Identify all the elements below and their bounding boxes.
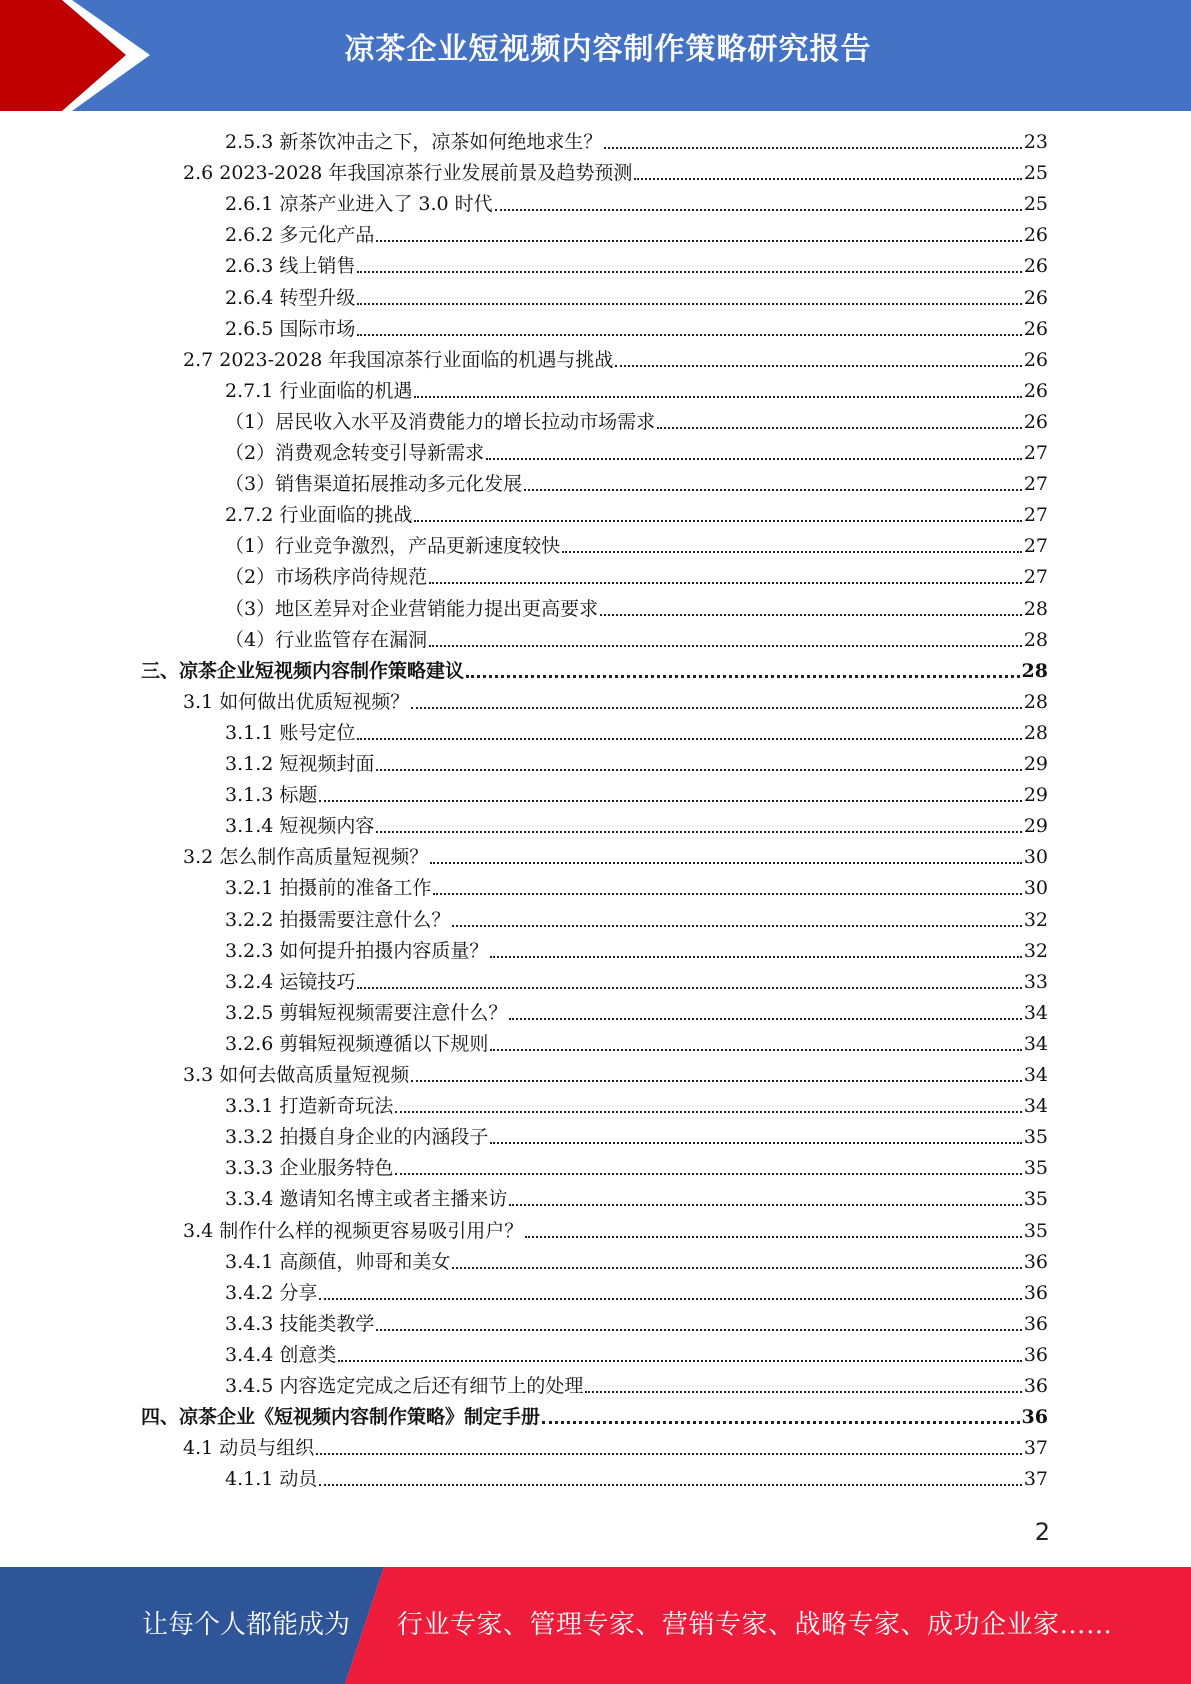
toc-entry-page: 29 (1023, 784, 1048, 807)
toc-entry[interactable] (225, 407, 1048, 437)
toc-entry-page: 27 (1023, 473, 1048, 496)
toc-entry-label: 2.5.3 新茶饮冲击之下，凉茶如何绝地求生？ (225, 131, 603, 153)
toc-entry[interactable] (225, 469, 1048, 499)
toc-entry-page: 36 (1023, 1250, 1048, 1273)
toc-entry[interactable] (225, 251, 1048, 281)
toc-entry-page: 36 (1021, 1406, 1048, 1429)
toc-entry[interactable] (141, 656, 1048, 686)
toc-entry-page: 34 (1023, 1032, 1048, 1055)
toc-entry-page: 26 (1023, 255, 1048, 278)
toc-entry-page: 36 (1023, 1375, 1048, 1397)
toc-entry[interactable] (225, 1278, 1048, 1308)
toc-leader-dots (486, 458, 1022, 460)
toc-entry-page: 26 (1023, 317, 1048, 340)
toc-leader-dots (414, 396, 1021, 398)
toc-leader-dots (411, 1080, 1022, 1082)
toc-entry-page: 33 (1023, 970, 1048, 993)
toc-leader-dots (585, 1391, 1021, 1393)
toc-leader-dots (376, 1329, 1021, 1331)
toc-entry-page: 35 (1023, 1157, 1048, 1180)
toc-entry[interactable] (225, 189, 1048, 219)
toc-entry-page: 28 (1023, 628, 1048, 651)
toc-leader-dots (509, 1204, 1021, 1206)
toc-leader-dots (357, 987, 1021, 989)
toc-entry-label: 2.6.4 转型升级 (225, 286, 356, 309)
toc-entry[interactable] (225, 594, 1048, 624)
toc-entry-label: 2.7 2023-2028 年我国凉茶行业面临的机遇与挑战 (183, 348, 614, 371)
toc-entry[interactable] (141, 1402, 1048, 1432)
toc-entry-label: 3.2.3 如何提升拍摄内容质量？ (225, 939, 489, 962)
toc-entry-label: 3.3.2 拍摄自身企业的内涵段子 (225, 1126, 489, 1149)
toc-leader-dots (319, 1484, 1021, 1486)
toc-entry-label: 3.3.3 企业服务特色 (225, 1157, 394, 1180)
toc-entry-page: 26 (1023, 348, 1048, 371)
toc-entry[interactable] (225, 500, 1048, 530)
toc-entry-label: （3）销售渠道拓展推动多元化发展 (225, 473, 523, 496)
toc-entry-label: 2.6.5 国际市场 (225, 317, 356, 340)
toc-leader-dots (395, 1173, 1021, 1175)
toc-entry-page: 27 (1023, 566, 1048, 589)
toc-entry[interactable] (225, 1091, 1048, 1121)
toc-entry-page: 37 (1023, 1437, 1048, 1460)
toc-entry-label: 3.4.2 分享 (225, 1281, 318, 1304)
toc-entry-label: 2.7.1 行业面临的机遇 (225, 379, 413, 402)
toc-entry[interactable] (225, 905, 1048, 935)
toc-leader-dots (495, 209, 1022, 211)
toc-entry[interactable] (225, 780, 1048, 810)
toc-entry-page: 26 (1023, 379, 1048, 402)
toc-entry-page: 35 (1023, 1219, 1048, 1242)
toc-leader-dots (376, 240, 1021, 242)
toc-entry-label: 2.7.2 行业面临的挑战 (225, 504, 413, 527)
toc-entry[interactable] (225, 1340, 1048, 1370)
toc-leader-dots (466, 675, 1020, 678)
toc-leader-dots (414, 520, 1021, 522)
toc-entry-label: 3.3.4 邀请知名博主或者主播来访 (225, 1188, 508, 1211)
toc-leader-dots (490, 1049, 1021, 1051)
report-title: 凉茶企业短视频内容制作策略研究报告 (344, 32, 872, 67)
toc-leader-dots (429, 582, 1022, 584)
toc-entry[interactable] (225, 283, 1048, 313)
toc-entry-label: 四、凉茶企业《短视频内容制作策略》制定手册 (141, 1406, 541, 1429)
toc-entry[interactable] (225, 1122, 1048, 1152)
toc-leader-dots (319, 1298, 1021, 1300)
toc-entry[interactable] (225, 718, 1048, 748)
toc-leader-dots (357, 303, 1021, 305)
toc-entry-label: 3.2.2 拍摄需要注意什么？ (225, 908, 451, 931)
toc-entry-label: （3）地区差异对企业营销能力提出更高要求 (225, 597, 599, 620)
toc-entry-label: 3.2.1 拍摄前的准备工作 (225, 877, 432, 900)
toc-entry[interactable] (225, 438, 1048, 468)
toc-leader-dots (433, 893, 1021, 895)
toc-leader-dots (490, 1142, 1021, 1144)
toc-entry-label: 2.6.3 线上销售 (225, 255, 356, 278)
toc-leader-dots (357, 271, 1021, 273)
toc-entry[interactable] (183, 687, 1048, 717)
toc-entry-page: 26 (1023, 410, 1048, 433)
page-footer (0, 1567, 1191, 1684)
toc-entry[interactable] (225, 376, 1048, 406)
toc-leader-dots (562, 551, 1022, 553)
toc-entry-label: 3.4.1 高颜值，帅哥和美女 (225, 1250, 451, 1273)
toc-entry-page: 27 (1023, 535, 1048, 558)
toc-entry-page: 28 (1023, 721, 1048, 744)
toc-entry[interactable] (225, 1247, 1048, 1277)
toc-entry-label: 3.4.3 技能类教学 (225, 1312, 375, 1335)
page-number: 2 (1034, 1518, 1050, 1546)
toc-leader-dots (634, 178, 1021, 180)
toc-leader-dots (509, 1018, 1021, 1020)
toc-entry-label: 2.6 2023-2028 年我国凉茶行业发展前景及趋势预测 (183, 162, 633, 185)
toc-entry-page: 36 (1023, 1343, 1048, 1366)
toc-entry[interactable] (225, 562, 1048, 592)
toc-leader-dots (657, 427, 1022, 429)
toc-entry[interactable] (183, 1216, 1048, 1246)
toc-entry-page: 32 (1023, 939, 1048, 962)
toc-entry-page: 30 (1023, 877, 1048, 900)
toc-leader-dots (490, 956, 1021, 958)
toc-entry-label: （2）市场秩序尚待规范 (225, 566, 428, 589)
toc-entry[interactable] (183, 158, 1048, 188)
toc-leader-dots (319, 800, 1021, 802)
toc-entry-label: （1）行业竞争激烈，产品更新速度较快 (225, 535, 561, 558)
footer-slogan-right: 行业专家、管理专家、营销专家、战略专家、成功企业家…… (397, 1610, 1113, 1640)
toc-entry-label: 3.1.3 标题 (225, 784, 318, 807)
toc-entry-page: 34 (1023, 1001, 1048, 1024)
toc-entry-label: 3.1 如何做出优质短视频？ (183, 690, 410, 713)
toc-entry-label: 3.2 怎么制作高质量短视频？ (183, 846, 429, 869)
toc-leader-dots (357, 334, 1021, 336)
toc-leader-dots (604, 147, 1021, 149)
toc-entry-page: 26 (1023, 224, 1048, 247)
toc-entry-label: 3.1.1 账号定位 (225, 721, 356, 744)
toc-entry[interactable] (225, 1464, 1048, 1494)
toc-entry-label: 3.4 制作什么样的视频更容易吸引用户？ (183, 1219, 524, 1242)
toc-entry[interactable] (225, 1153, 1048, 1183)
toc-entry-page: 27 (1023, 504, 1048, 527)
toc-entry-page: 34 (1023, 1095, 1048, 1118)
toc-entry[interactable] (183, 1433, 1048, 1463)
toc-entry-label: 3.4.5 内容选定完成之后还有细节上的处理 (225, 1375, 584, 1397)
toc-leader-dots (452, 925, 1021, 927)
toc-entry[interactable] (183, 1060, 1048, 1090)
toc-entry-label: 3.2.6 剪辑短视频遵循以下规则 (225, 1032, 489, 1055)
toc-entry-label: 3.3 如何去做高质量短视频 (183, 1064, 410, 1086)
toc-entry-page: 23 (1023, 131, 1048, 153)
toc-entry-label: 3.3.1 打造新奇玩法 (225, 1095, 394, 1118)
toc-entry[interactable] (225, 625, 1048, 655)
toc-leader-dots (615, 365, 1021, 367)
toc-leader-dots (600, 614, 1022, 616)
toc-leader-dots (525, 1236, 1022, 1238)
toc-entry[interactable] (225, 749, 1048, 779)
toc-entry[interactable] (225, 127, 1048, 157)
toc-entry-page: 34 (1023, 1064, 1048, 1086)
toc-entry-label: 2.6.1 凉茶产业进入了 3.0 时代 (225, 193, 493, 216)
toc-entry[interactable] (183, 345, 1048, 375)
toc-entry-label: 三、凉茶企业短视频内容制作策略建议 (141, 659, 465, 682)
toc-leader-dots (376, 831, 1021, 833)
toc-entry[interactable] (225, 936, 1048, 966)
toc-entry[interactable] (225, 220, 1048, 250)
toc-entry-page: 36 (1023, 1312, 1048, 1335)
toc-entry-page: 32 (1023, 908, 1048, 931)
toc-leader-dots (338, 1360, 1021, 1362)
toc-entry-page: 25 (1023, 162, 1048, 185)
toc-entry-page: 25 (1023, 193, 1048, 216)
toc-entry[interactable] (225, 1029, 1048, 1059)
footer-slogan-left: 让每个人都能成为 (142, 1610, 351, 1640)
toc-entry[interactable] (225, 1309, 1048, 1339)
toc-entry-page: 28 (1021, 659, 1048, 682)
toc-entry[interactable] (225, 998, 1048, 1028)
toc-entry-label: 3.1.4 短视频内容 (225, 815, 375, 838)
toc-entry[interactable] (225, 314, 1048, 344)
toc-leader-dots (411, 707, 1022, 709)
toc-entry-page: 30 (1023, 846, 1048, 869)
toc-entry-label: （4）行业监管存在漏洞 (225, 628, 428, 651)
toc-entry-label: （1）居民收入水平及消费能力的增长拉动市场需求 (225, 410, 656, 433)
toc-entry-label: 3.2.4 运镜技巧 (225, 970, 356, 993)
toc-entry-label: 3.1.2 短视频封面 (225, 753, 375, 775)
toc-leader-dots (376, 769, 1021, 771)
toc-entry[interactable] (225, 1371, 1048, 1401)
toc-entry-label: 3.4.4 创意类 (225, 1343, 337, 1366)
toc-entry-label: 4.1.1 动员 (225, 1468, 318, 1491)
toc-leader-dots (524, 489, 1022, 491)
toc-entry-label: （2）消费观念转变引导新需求 (225, 442, 485, 464)
toc-leader-dots (542, 1421, 1020, 1424)
toc-entry[interactable] (225, 1184, 1048, 1214)
toc-entry-page: 29 (1023, 753, 1048, 775)
toc-entry-page: 28 (1023, 690, 1048, 713)
toc-leader-dots (430, 862, 1022, 864)
toc-leader-dots (395, 1111, 1021, 1113)
toc-leader-dots (452, 1267, 1021, 1269)
toc-entry-page: 36 (1023, 1281, 1048, 1304)
toc-entry-page: 35 (1023, 1126, 1048, 1149)
toc-entry-label: 2.6.2 多元化产品 (225, 224, 375, 247)
toc-entry[interactable] (225, 811, 1048, 841)
toc-entry[interactable] (183, 842, 1048, 872)
toc-entry[interactable] (225, 531, 1048, 561)
page-header (0, 0, 1191, 111)
toc-entry-page: 35 (1023, 1188, 1048, 1211)
toc-entry-label: 4.1 动员与组织 (183, 1437, 315, 1460)
toc-leader-dots (357, 738, 1021, 740)
toc-leader-dots (316, 1453, 1022, 1455)
toc-leader-dots (429, 645, 1022, 647)
toc-entry-page: 26 (1023, 286, 1048, 309)
toc-entry-page: 28 (1023, 597, 1048, 620)
toc-entry[interactable] (225, 873, 1048, 903)
toc-entry-page: 29 (1023, 815, 1048, 838)
toc-entry-page: 27 (1023, 442, 1048, 464)
toc-entry-page: 37 (1023, 1468, 1048, 1491)
toc-entry-label: 3.2.5 剪辑短视频需要注意什么？ (225, 1001, 508, 1024)
toc-entry[interactable] (225, 967, 1048, 997)
